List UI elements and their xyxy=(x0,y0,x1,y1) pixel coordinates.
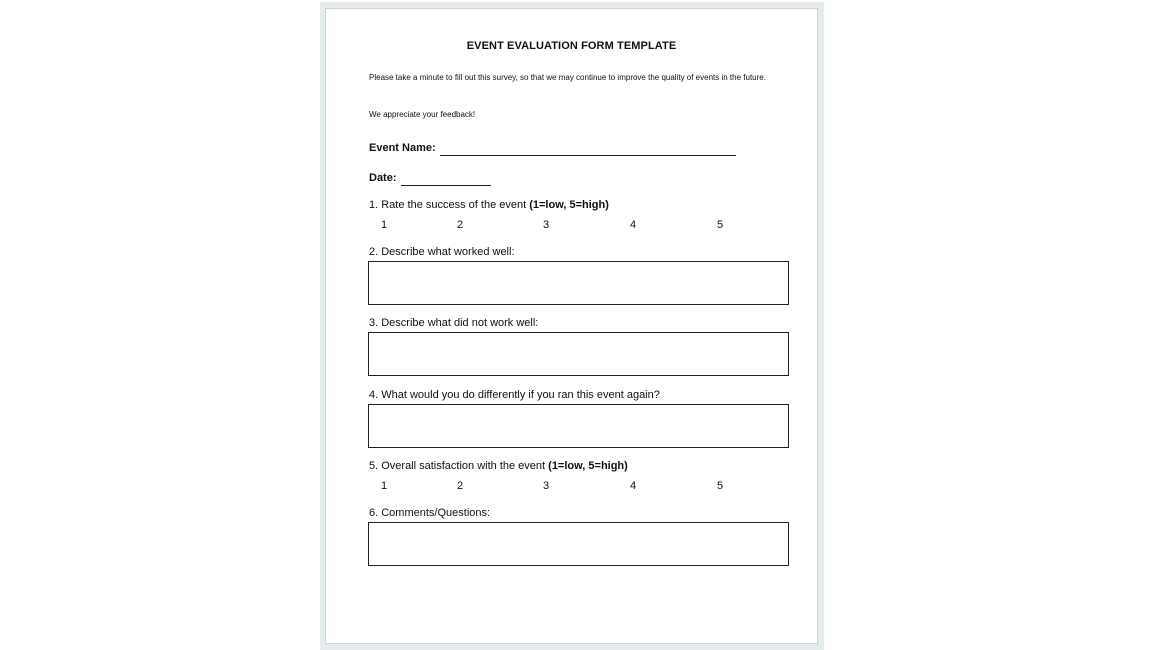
question-1 xyxy=(369,199,609,211)
q5-rating-1[interactable]: 1 xyxy=(380,480,388,492)
question-5-scale-hint: (1=low, 5=high) xyxy=(548,460,628,472)
form-title: EVENT EVALUATION FORM TEMPLATE xyxy=(466,40,677,52)
question-6-answer-box[interactable] xyxy=(368,522,789,566)
question-2-answer-box[interactable] xyxy=(368,261,789,305)
date-label: Date: xyxy=(369,172,397,184)
question-2: 2. Describe what worked well: xyxy=(369,246,515,258)
question-3-answer-box[interactable] xyxy=(368,332,789,376)
intro-text: Please take a minute to fill out this survey, so that we may continue to improve the quality of events in the future. xyxy=(369,73,766,82)
q1-rating-2[interactable]: 2 xyxy=(456,219,464,231)
date-field[interactable] xyxy=(401,173,491,186)
question-3: 3. Describe what did not work well: xyxy=(369,317,539,329)
question-4-answer-box[interactable] xyxy=(368,404,789,448)
q1-rating-4[interactable]: 4 xyxy=(629,219,637,231)
q5-rating-4[interactable]: 4 xyxy=(629,480,637,492)
thanks-text: We appreciate your feedback! xyxy=(369,110,476,119)
q1-rating-3[interactable]: 3 xyxy=(542,219,550,231)
q5-rating-5[interactable]: 5 xyxy=(716,480,724,492)
document-page xyxy=(325,8,818,644)
q5-rating-2[interactable]: 2 xyxy=(456,480,464,492)
q1-rating-1[interactable]: 1 xyxy=(380,219,388,231)
question-5 xyxy=(369,460,628,472)
question-1-text: 1. Rate the success of the event xyxy=(369,199,530,211)
q5-rating-3[interactable]: 3 xyxy=(542,480,550,492)
event-name-field[interactable] xyxy=(440,143,736,156)
question-5-text: 5. Overall satisfaction with the event xyxy=(369,460,549,472)
question-1-scale-hint: (1=low, 5=high) xyxy=(529,199,609,211)
question-6: 6. Comments/Questions: xyxy=(369,507,491,519)
page-frame xyxy=(320,2,824,650)
event-name-label: Event Name: xyxy=(369,142,436,154)
q1-rating-5[interactable]: 5 xyxy=(716,219,724,231)
question-4: 4. What would you do differently if you ran this event again? xyxy=(369,389,660,401)
